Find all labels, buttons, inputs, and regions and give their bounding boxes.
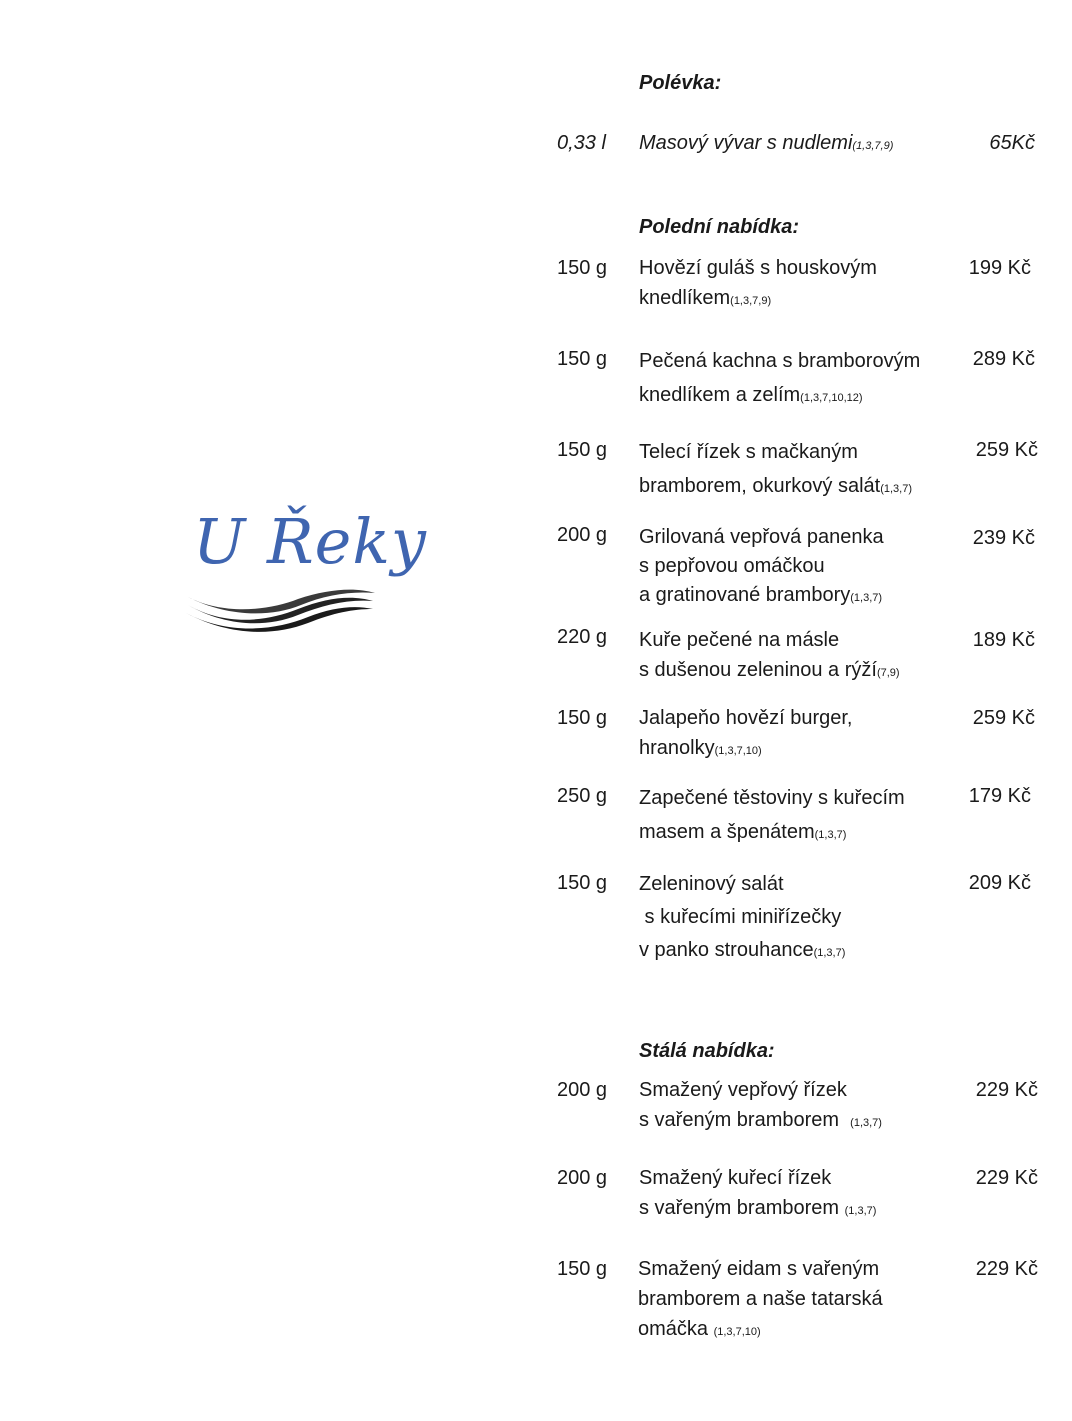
allergens: (1,3,7) <box>844 1205 877 1217</box>
dish-name: knedlíkem <box>639 287 731 309</box>
dish-name: Zapečené těstoviny s kuřecím <box>639 787 905 809</box>
allergens: (1,3,7) <box>814 829 847 841</box>
menu-item-name <box>639 703 853 766</box>
allergens: (1,3,7,10,12) <box>800 392 863 404</box>
item-quantity: 200 g <box>557 524 608 546</box>
dish-name: Jalapeňo hovězí burger, <box>639 707 853 729</box>
item-price: 209 Kč <box>968 872 1031 894</box>
menu-item-name <box>639 1075 882 1138</box>
menu-item-name <box>639 523 884 613</box>
allergens: (1,3,7,9) <box>730 295 772 307</box>
menu-item-name <box>639 344 920 415</box>
item-price: 229 Kč <box>975 1258 1038 1280</box>
dish-name: hranolky <box>639 737 715 759</box>
item-quantity: 150 g <box>557 1258 608 1280</box>
dish-name: bramborem, okurkový salát <box>639 475 881 497</box>
item-price: 239 Kč <box>972 527 1035 549</box>
dish-name: s pepřovou omáčkou <box>639 555 825 577</box>
item-quantity: 150 g <box>557 439 608 461</box>
item-quantity: 200 g <box>557 1079 608 1101</box>
item-price: 229 Kč <box>975 1167 1038 1189</box>
item-price: 259 Kč <box>972 707 1035 729</box>
section-heading-lunch: Polední nabídka: <box>639 216 800 238</box>
dish-name: a gratinované brambory <box>639 584 851 606</box>
item-price: 179 Kč <box>968 785 1031 807</box>
menu-item-name <box>639 128 893 161</box>
allergens: (1,3,7,9) <box>852 140 894 152</box>
allergens: (1,3,7,10) <box>713 1326 761 1338</box>
item-quantity: 220 g <box>557 626 608 648</box>
wave-icon <box>183 587 378 637</box>
item-quantity: 200 g <box>557 1167 608 1189</box>
logo-text: U Řeky <box>193 505 427 578</box>
dish-name: s kuřecími miniřízečky <box>639 906 842 928</box>
item-price: 259 Kč <box>975 439 1038 461</box>
item-price: 229 Kč <box>975 1079 1038 1101</box>
menu-item-name <box>639 868 845 970</box>
dish-name: Kuře pečené na másle <box>639 629 840 651</box>
allergens: (1,3,7,10) <box>714 745 762 757</box>
dish-name: bramborem a naše tatarská <box>638 1288 883 1310</box>
menu-item-name <box>639 781 905 852</box>
dish-name: Smažený eidam s vařeným <box>638 1258 880 1280</box>
menu-item-name <box>639 625 900 688</box>
item-quantity: 250 g <box>557 785 608 807</box>
item-quantity: 150 g <box>557 348 608 370</box>
dish-name: Telecí řízek s mačkaným <box>639 441 858 463</box>
menu-item-name <box>639 1163 876 1226</box>
allergens: (1,3,7) <box>850 592 883 604</box>
dish-name: omáčka <box>638 1318 714 1340</box>
allergens: (7,9) <box>876 667 900 679</box>
menu-item-name <box>639 253 877 316</box>
dish-name: Smažený vepřový řízek <box>639 1079 847 1101</box>
section-heading-standing: Stálá nabídka: <box>639 1040 775 1062</box>
dish-name: Masový vývar s nudlemi <box>639 132 853 154</box>
item-quantity: 150 g <box>557 707 608 729</box>
dish-name: masem a špenátem <box>639 821 815 843</box>
allergens: (1,3,7) <box>880 483 912 495</box>
allergens: (1,3,7) <box>813 947 846 959</box>
item-quantity: 150 g <box>557 872 608 894</box>
dish-name: Pečená kachna s bramborovým <box>639 350 921 372</box>
dish-name: Grilovaná vepřová panenka <box>639 526 884 548</box>
item-price: 189 Kč <box>972 629 1035 651</box>
allergens: (1,3,7) <box>850 1117 882 1129</box>
section-heading-soup: Polévka: <box>639 72 722 94</box>
item-quantity: 150 g <box>557 257 608 279</box>
dish-name: Hovězí guláš s houskovým <box>639 257 877 279</box>
dish-name: v panko strouhance <box>639 939 814 961</box>
item-quantity: 0,33 l <box>557 132 606 154</box>
dish-name: Smažený kuřecí řízek <box>639 1167 832 1189</box>
menu-item-name <box>638 1254 883 1347</box>
dish-name: s dušenou zeleninou a rýží <box>639 659 877 681</box>
restaurant-logo <box>183 505 427 645</box>
menu-item-name <box>639 435 912 506</box>
dish-name: knedlíkem a zelím <box>639 384 801 406</box>
dish-name: s vařeným bramborem <box>639 1197 845 1219</box>
dish-name: Zeleninový salát <box>639 873 784 895</box>
dish-name: s vařeným bramborem <box>639 1109 851 1131</box>
item-price: 199 Kč <box>968 257 1031 279</box>
item-price: 65Kč <box>989 132 1035 154</box>
item-price: 289 Kč <box>972 348 1035 370</box>
